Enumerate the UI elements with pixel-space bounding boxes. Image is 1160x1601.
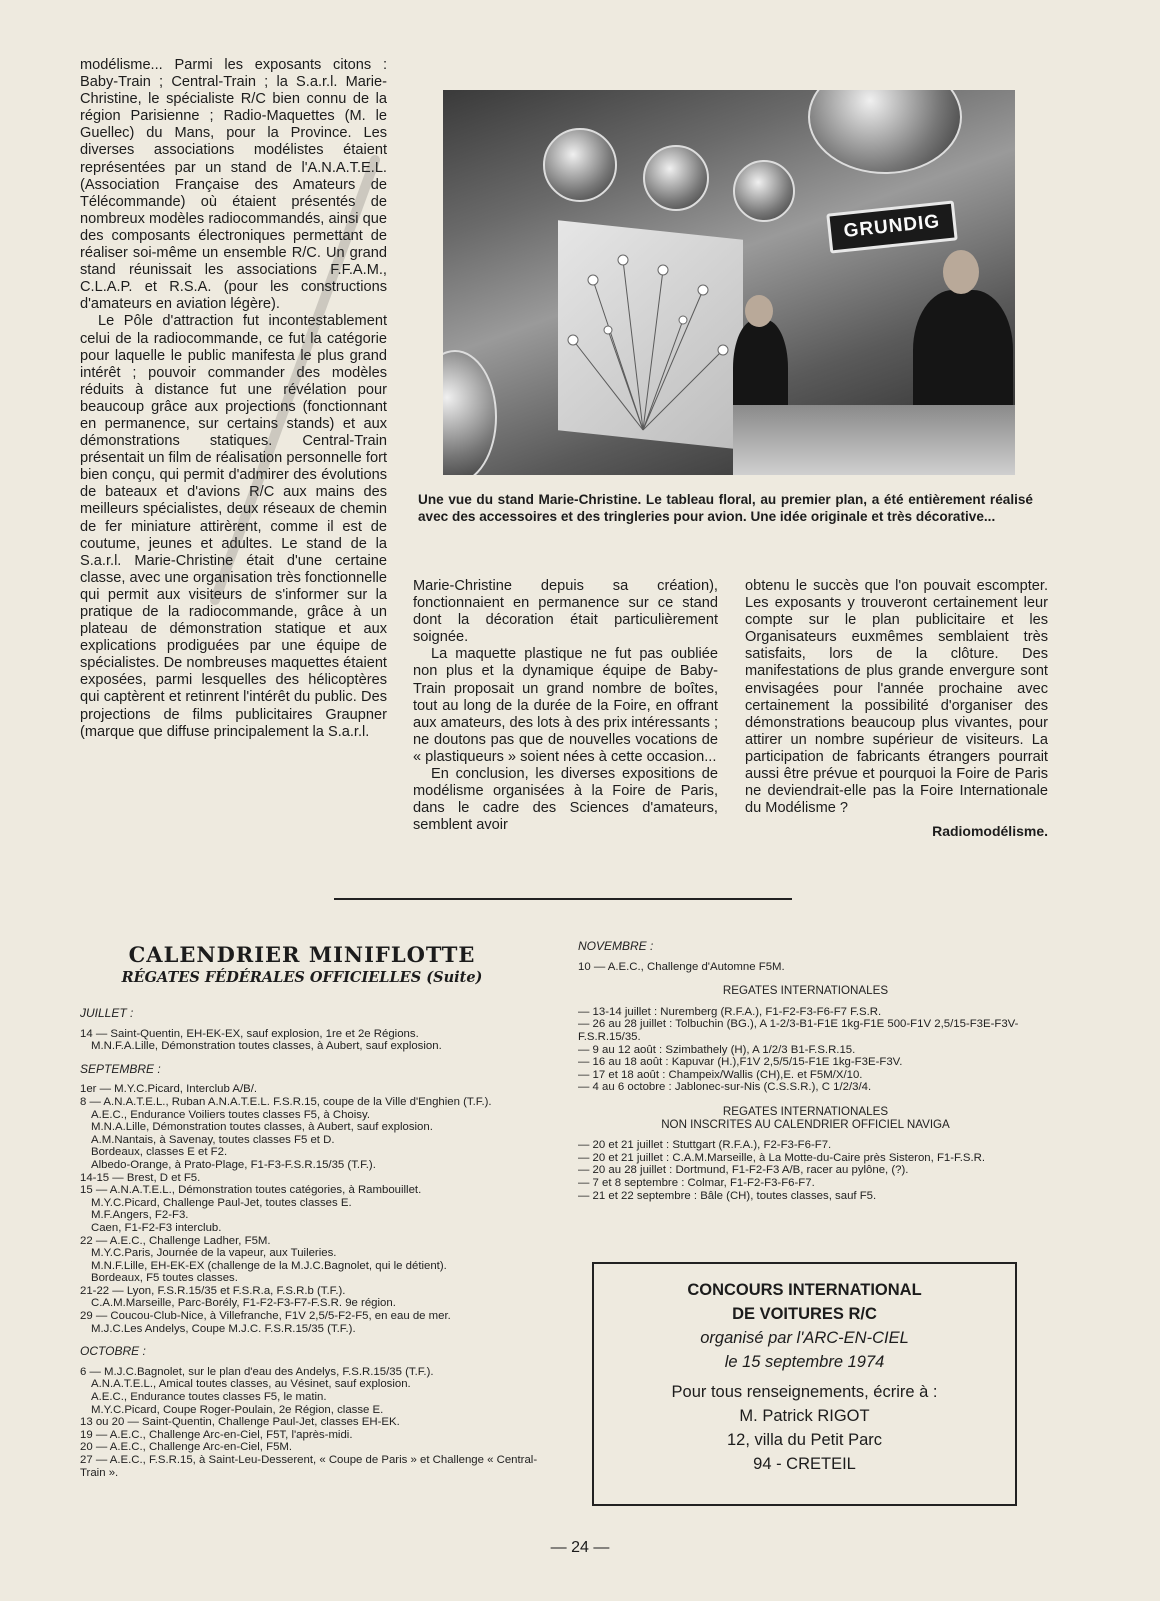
concours-info: Pour tous renseignements, écrire à : <box>671 1383 938 1401</box>
display-counter <box>733 405 1015 475</box>
calendar-entry: M.Y.C.Picard, Challenge Paul-Jet, toutes classes E. <box>91 1196 352 1209</box>
calendar-title: CALENDRIER MINIFLOTTE <box>128 942 476 967</box>
calendar-entry: 22 — A.E.C., Challenge Ladher, F5M. <box>80 1234 271 1247</box>
calendar-entry: 21-22 — Lyon, F.S.R.15/35 et F.S.R.a, F.S.R.b (T.F.). <box>80 1284 346 1297</box>
calendar-entry: — 26 au 28 juillet : Tolbuchin (BG.), A 1-2/3-B1-F1E 1kg-F1E 500-F1V 2,5/15-F3E-F3V-F.S.R.15/35. <box>578 1018 1019 1043</box>
visitor-head <box>745 295 773 327</box>
calendar-subtitle: RÉGATES FÉDÉRALES OFFICIELLES (Suite) <box>121 969 483 986</box>
calendar-entry: Bordeaux, classes E et F2. <box>91 1146 228 1159</box>
calendar-entry: — 9 au 12 août : Szimbathely (H), A 1/2/3 B1-F.S.R.15. <box>578 1043 856 1056</box>
calendar-left-column <box>80 997 538 1479</box>
display-dome <box>733 160 795 222</box>
calendar-entry: 6 — M.J.C.Bagnolet, sur le plan d'eau des Andelys, F.S.R.15/35 (T.F.). <box>80 1365 434 1378</box>
grundig-sign: GRUNDIG <box>826 200 957 253</box>
article-paragraph: Marie-Christine depuis sa création), fonctionnaient en permanence sur ce stand dont la décoration était particulièrement soignée. <box>413 578 718 646</box>
concours-box <box>592 1262 1017 1506</box>
calendar-entry: M.Y.C.Paris, Journée de la vapeur, aux Tuileries. <box>91 1247 337 1260</box>
concours-date: le 15 septembre 1974 <box>724 1353 885 1371</box>
calendar-entry: Bordeaux, F5 toutes classes. <box>91 1272 238 1285</box>
article-left-column <box>80 57 387 741</box>
calendar-entry: M.N.F.Lille, EH-EK-EX (challenge de la M.J.C.Bagnolet, qui le détient). <box>91 1259 447 1272</box>
calendar-entry: — 7 et 8 septembre : Colmar, F1-F2-F3-F6-F7. <box>578 1176 815 1189</box>
month-heading-septembre: SEPTEMBRE : <box>80 1061 161 1076</box>
article-signature: Radiomodélisme. <box>932 823 1048 840</box>
calendar-entry: Albedo-Orange, à Prato-Plage, F1-F3-F.S.R.15/35 (T.F.). <box>91 1158 376 1171</box>
calendar-entry: — 16 au 18 août : Kapuvar (H.),F1V 2,5/5/15-F1E 1kg-F3E-F3V. <box>578 1056 903 1069</box>
article-paragraph: En conclusion, les diverses expositions de modélisme organisées à la Foire de Paris, dans le cadre des Sciences d'amateurs, semblent avoir <box>413 766 718 834</box>
section-heading-non-inscrites: REGATES INTERNATIONALES <box>722 1104 889 1118</box>
calendar-entry: 8 — A.N.A.T.E.L., Ruban A.N.A.T.E.L. F.S.R.15, coupe de la Ville d'Enghien (T.F.). <box>80 1095 492 1108</box>
calendar-entry: A.E.C., Endurance toutes classes F5, le matin. <box>91 1391 327 1404</box>
calendar-entry: M.F.Angers, F2-F3. <box>91 1209 189 1222</box>
calendar-entry: — 4 au 6 octobre : Jablonec-sur-Nis (C.S.S.R.), C 1/2/3/4. <box>578 1081 872 1094</box>
article-paragraph: modélisme... Parmi les exposants citons : Baby-Train ; Central-Train ; la S.a.r.l. Marie-Christine, le spécialiste R/C bien connu de la région Parisienne ; Radio-Maquettes (M. le Guellec) du Mans, pour la Province. Les diverses associations modélistes étaient représentées par un stand de l'A.N.A.T.E.L. (Association Française des Amateurs de Télécommande) où étaient présentés de nombreux modèles radiocommandés, ainsi que des composants électroniques permettant de réaliser soi-même un ensemble R/C. Un grand stand réunissait les associations F.F.A.M., C.L.A.P. et R.S.A. (pour les constructions d'amateurs en aviation légère). <box>80 57 387 313</box>
calendar-entry: 14-15 — Brest, D et F5. <box>80 1171 201 1184</box>
calendar-entry: 20 — A.E.C., Challenge Arc-en-Ciel, F5M. <box>80 1441 293 1454</box>
concours-title: CONCOURS INTERNATIONAL <box>687 1281 922 1299</box>
calendar-entry: 14 — Saint-Quentin, EH-EK-EX, sauf explosion, 1re et 2e Régions. <box>80 1027 419 1040</box>
article-paragraph: Le Pôle d'attraction fut incontestablement celui de la radiocommande, ce fut la catégorie pour laquelle le public manifesta le plus grand intérêt ; pouvoir commander des modèles réduits à distance fut une révélation pour beaucoup grâce aux projections (fonctionnant en permanence, sur certains stands) et aux démonstrations statiques. Central-Train présentait un film de réalisation personnelle fort bien conçu, qui permit d'admirer des évolutions de bateaux et d'avions R/C aux mains des meilleurs spécialistes, deux réseaux de chemin de fer miniature attirèrent, comme il est de coutume, jeunes et adultes. Le stand de la S.a.r.l. Marie-Christine était d'une certaine classe, avec une organisation très fonctionnelle qui permit aux visiteurs de s'informer sur la pratique de la radiocommande, grâce à un plateau de démonstration statique et aux explications prodiguées par une équipe de spécialistes. De nombreuses maquettes étaient exposées, parmi lesquelles des hélicoptères qui captèrent et retinrent l'intérêt du public. Des projections de films publicitaires Graupner (marque que diffuse principalement la S.a.r.l. <box>80 313 387 740</box>
article-paragraph: La maquette plastique ne fut pas oubliée non plus et la dynamique équipe de Baby-Train proposait un grand nombre de boîtes, tout au long de la durée de la Foire, en offrant aux amateurs, des lots à des prix intéressants ; ne doutons pas que de nouvelles vocations de « plastiqueurs » soient nées à cette occasion... <box>413 646 718 765</box>
calendar-entry: 13 ou 20 — Saint-Quentin, Challenge Paul-Jet, classes EH-EK. <box>80 1416 400 1429</box>
visitor-head <box>943 250 979 294</box>
concours-contact-name: M. Patrick RIGOT <box>739 1407 870 1425</box>
photo-caption: Une vue du stand Marie-Christine. Le tableau floral, au premier plan, a été entièrement réalisé avec des accessoires et des tringleries pour avion. Une idée originale et très décorative... <box>418 492 1033 524</box>
calendar-entry: 15 — A.N.A.T.E.L., Démonstration toutes catégories, à Rambouillet. <box>80 1184 422 1197</box>
display-dome <box>543 128 617 202</box>
calendar-entry: M.N.A.Lille, Démonstration toutes classes, à Aubert, sauf explosion. <box>91 1121 433 1134</box>
calendar-entry: M.Y.C.Picard, Coupe Roger-Poulain, 2e Région, classe E. <box>91 1403 384 1416</box>
calendar-entry: C.A.M.Marseille, Parc-Borély, F1-F2-F3-F7-F.S.R. 9e région. <box>91 1297 396 1310</box>
calendar-entry: A.M.Nantais, à Savenay, toutes classes F5 et D. <box>91 1133 335 1146</box>
article-paragraph: obtenu le succès que l'on pouvait escompter. Les exposants y trouveront certainement leur compte sur le plan publicitaire et les Organisateurs euxmêmes semblaient très satisfaits, lors de la clôture. Des manifestations de plus grande envergure sont envisagées pour l'année prochaine avec certainement la possibilité d'organiser des démonstrations beaucoup plus vivantes, pour attirer un nombre supérieur de visiteurs. La participation de fabricants étrangers pourrait aussi être prévue et pourquoi la Foire de Paris ne deviendrait-elle pas la Foire Internationale du Modélisme ? <box>745 578 1048 817</box>
concours-city: 94 - CRETEIL <box>753 1455 856 1473</box>
month-heading-juillet: JUILLET : <box>80 1006 134 1020</box>
article-right-column <box>745 578 1048 840</box>
section-divider <box>334 898 792 900</box>
article-middle-column <box>413 578 718 834</box>
calendar-entry: A.N.A.T.E.L., Amical toutes classes, au Vésinet, sauf explosion. <box>91 1378 411 1391</box>
floral-sculpture <box>553 240 753 440</box>
page-number: — 24 — <box>550 1539 610 1556</box>
calendar-entry: — 20 et 21 juillet : Stuttgart (R.F.A.), F2-F3-F6-F7. <box>578 1139 832 1152</box>
calendar-entry: 29 — Coucou-Club-Nice, à Villefranche, F1V 2,5/5-F2-F5, en eau de mer. <box>80 1310 451 1323</box>
calendar-entry: — 20 au 28 juillet : Dortmund, F1-F2-F3 A/B, racer au pylône, (?). <box>578 1164 909 1177</box>
display-dome <box>643 145 709 211</box>
calendar-entry: — 13-14 juillet : Nuremberg (R.F.A.), F1-F2-F3-F6-F7 F.S.R. <box>578 1005 882 1018</box>
calendar-entry: 1er — M.Y.C.Picard, Interclub A/B/. <box>80 1083 258 1096</box>
concours-address: 12, villa du Petit Parc <box>727 1431 882 1449</box>
display-dome <box>808 90 962 174</box>
calendar-entry: — 17 et 18 août : Champeix/Wallis (CH),E. et F5M/X/10. <box>578 1068 863 1081</box>
calendar-entry: M.J.C.Les Andelys, Coupe M.J.C. F.S.R.15/35 (T.F.). <box>91 1322 356 1335</box>
calendar-entry: — 20 et 21 juillet : C.A.M.Marseille, à La Motte-du-Caire près Sisteron, F1-F.S.R. <box>578 1151 986 1164</box>
display-dome <box>443 350 497 475</box>
concours-organizer: organisé par l'ARC-EN-CIEL <box>700 1329 909 1347</box>
calendar-entry: A.E.C., Endurance Voiliers toutes classes F5, à Choisy. <box>91 1108 370 1121</box>
section-heading-non-inscrites-sub: NON INSCRITES AU CALENDRIER OFFICIEL NAVIGA <box>661 1117 950 1131</box>
stand-photo <box>443 90 1015 475</box>
calendar-entry: Caen, F1-F2-F3 interclub. <box>91 1221 222 1234</box>
calendar-entry: 19 — A.E.C., Challenge Arc-en-Ciel, F5T, l'après-midi. <box>80 1428 353 1441</box>
calendar-entry: 10 — A.E.C., Challenge d'Automne F5M. <box>578 960 785 973</box>
calendar-right-column <box>578 940 1033 1202</box>
month-heading-novembre: NOVEMBRE : <box>578 939 654 953</box>
section-heading-internationales: REGATES INTERNATIONALES <box>722 984 889 998</box>
concours-title-2: DE VOITURES R/C <box>732 1305 877 1323</box>
calendar-entry: M.N.F.A.Lille, Démonstration toutes classes, à Aubert, sauf explosion. <box>91 1040 442 1053</box>
month-heading-octobre: OCTOBRE : <box>80 1344 146 1359</box>
calendar-entry: 27 — A.E.C., F.S.R.15, à Saint-Leu-Desserent, « Coupe de Paris » et Challenge « Central-Train ». <box>80 1454 538 1479</box>
calendar-entry: — 21 et 22 septembre : Bâle (CH), toutes classes, sauf F5. <box>578 1189 877 1202</box>
